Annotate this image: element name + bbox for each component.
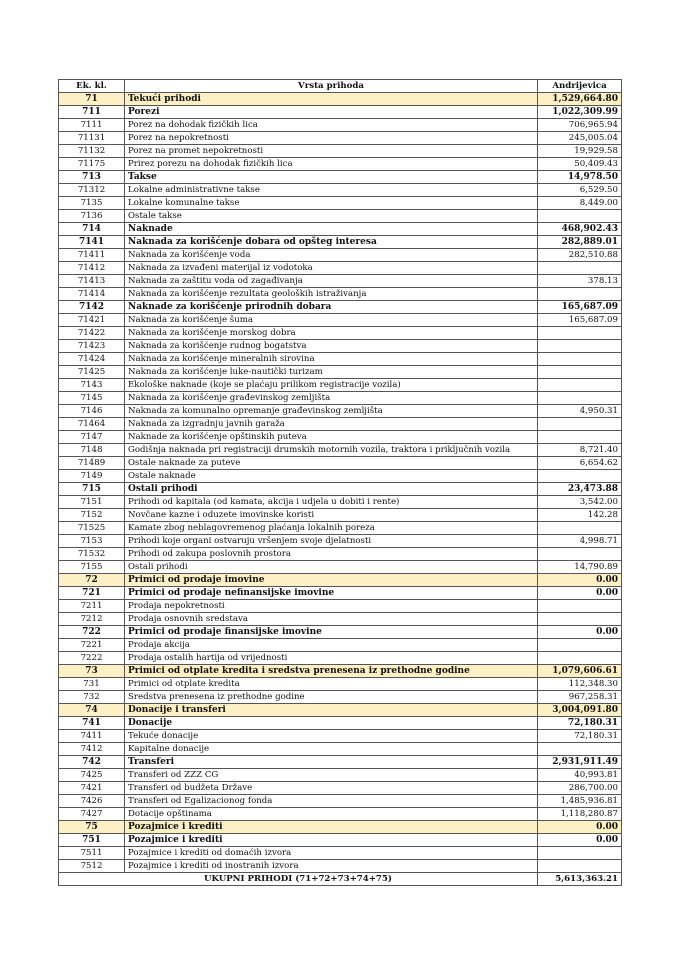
table-row	[59, 548, 622, 561]
table-row	[59, 795, 622, 808]
row-name: Naknada za izvađeni materijal iz vodotoka	[125, 262, 538, 275]
row-name: Transferi od Egalizacionog fonda	[125, 795, 538, 808]
row-amount	[538, 418, 622, 431]
table-row	[59, 171, 622, 184]
table-row	[59, 561, 622, 574]
row-code: 7222	[59, 652, 125, 665]
row-name: Naknada za korišćenje rudnog bogatstva	[125, 340, 538, 353]
row-amount: 165,687.09	[538, 301, 622, 314]
table-row	[59, 236, 622, 249]
table-row	[59, 600, 622, 613]
row-code: 71532	[59, 548, 125, 561]
row-amount: 0.00	[538, 574, 622, 587]
row-amount: 245,005.04	[538, 132, 622, 145]
table-row	[59, 509, 622, 522]
table-row	[59, 496, 622, 509]
table-row	[59, 717, 622, 730]
row-code: 71424	[59, 353, 125, 366]
row-amount	[538, 613, 622, 626]
row-amount: 112,348.30	[538, 678, 622, 691]
table-row	[59, 340, 622, 353]
row-amount: 8,449.00	[538, 197, 622, 210]
row-name: Prihodi od zakupa poslovnih prostora	[125, 548, 538, 561]
table-row	[59, 691, 622, 704]
row-amount: 282,510.88	[538, 249, 622, 262]
revenue-table-container	[58, 79, 621, 886]
table-row	[59, 288, 622, 301]
table-row	[59, 756, 622, 769]
row-name: Novčane kazne i oduzete imovinske koristi	[125, 509, 538, 522]
row-name: Naknada za korišćenje mineralnih sirovina	[125, 353, 538, 366]
table-row	[59, 275, 622, 288]
row-name: Prihodi koje organi ostvaruju vršenjem svoje djelatnosti	[125, 535, 538, 548]
row-name: Kapitalne donacije	[125, 743, 538, 756]
row-code: 721	[59, 587, 125, 600]
table-row	[59, 405, 622, 418]
row-amount: 286,700.00	[538, 782, 622, 795]
table-row	[59, 314, 622, 327]
table-row	[59, 418, 622, 431]
row-code: 71464	[59, 418, 125, 431]
row-code: 751	[59, 834, 125, 847]
row-name: Naknada za korišćenje dobara od opšteg interesa	[125, 236, 538, 249]
row-amount	[538, 431, 622, 444]
row-name: Primici od prodaje finansijske imovine	[125, 626, 538, 639]
row-amount: 706,965.94	[538, 119, 622, 132]
table-row	[59, 145, 622, 158]
table-row	[59, 197, 622, 210]
row-code: 7148	[59, 444, 125, 457]
row-code: 7426	[59, 795, 125, 808]
row-code: 7212	[59, 613, 125, 626]
row-name: Naknada za komunalno opremanje građevinskog zemljišta	[125, 405, 538, 418]
row-code: 7147	[59, 431, 125, 444]
row-name: Porezi	[125, 106, 538, 119]
row-code: 71525	[59, 522, 125, 535]
row-amount	[538, 353, 622, 366]
row-code: 71423	[59, 340, 125, 353]
row-code: 71131	[59, 132, 125, 145]
row-name: Naknade	[125, 223, 538, 236]
row-code: 7155	[59, 561, 125, 574]
row-amount	[538, 652, 622, 665]
row-name: Naknada za korišćenje rezultata geoloških istraživanja	[125, 288, 538, 301]
row-amount: 1,022,309.99	[538, 106, 622, 119]
row-amount: 967,258.31	[538, 691, 622, 704]
table-row	[59, 626, 622, 639]
table-row	[59, 158, 622, 171]
table-row	[59, 106, 622, 119]
total-label: UKUPNI PRIHODI (71+72+73+74+75)	[59, 873, 538, 886]
row-code: 74	[59, 704, 125, 717]
row-code: 71422	[59, 327, 125, 340]
row-code: 7211	[59, 600, 125, 613]
row-code: 7111	[59, 119, 125, 132]
row-code: 71312	[59, 184, 125, 197]
row-name: Pozajmice i krediti od inostranih izvora	[125, 860, 538, 873]
table-row	[59, 522, 622, 535]
row-code: 7149	[59, 470, 125, 483]
row-name: Ostali prihodi	[125, 561, 538, 574]
table-row	[59, 769, 622, 782]
total-row	[59, 873, 622, 886]
row-code: 741	[59, 717, 125, 730]
row-name: Naknade za korišćenje opštinskih puteva	[125, 431, 538, 444]
row-code: 731	[59, 678, 125, 691]
row-name: Transferi	[125, 756, 538, 769]
row-code: 71132	[59, 145, 125, 158]
row-amount	[538, 210, 622, 223]
table-row	[59, 301, 622, 314]
row-name: Ostale naknade za puteve	[125, 457, 538, 470]
row-name: Lokalne komunalne takse	[125, 197, 538, 210]
table-row	[59, 665, 622, 678]
table-row	[59, 808, 622, 821]
table-row	[59, 704, 622, 717]
row-name: Prirez porezu na dohodak fizičkih lica	[125, 158, 538, 171]
row-code: 7136	[59, 210, 125, 223]
table-row	[59, 249, 622, 262]
row-code: 7427	[59, 808, 125, 821]
row-name: Donacije	[125, 717, 538, 730]
row-code: 7411	[59, 730, 125, 743]
row-code: 7421	[59, 782, 125, 795]
row-name: Transferi od budžeta Države	[125, 782, 538, 795]
row-code: 7412	[59, 743, 125, 756]
table-body	[59, 93, 622, 873]
table-row	[59, 847, 622, 860]
table-row	[59, 834, 622, 847]
row-amount	[538, 522, 622, 535]
row-name: Naknada za korišćenje morskog dobra	[125, 327, 538, 340]
row-code: 7143	[59, 379, 125, 392]
row-name: Lokalne administrativne takse	[125, 184, 538, 197]
row-amount	[538, 639, 622, 652]
table-row	[59, 639, 622, 652]
table-row	[59, 587, 622, 600]
table-row	[59, 613, 622, 626]
row-name: Pozajmice i krediti od domaćih izvora	[125, 847, 538, 860]
total-amount: 5,613,363.21	[538, 873, 622, 886]
row-name: Prodaja akcija	[125, 639, 538, 652]
table-row	[59, 457, 622, 470]
row-amount: 3,542.00	[538, 496, 622, 509]
row-amount	[538, 262, 622, 275]
row-code: 715	[59, 483, 125, 496]
row-code: 732	[59, 691, 125, 704]
row-amount	[538, 366, 622, 379]
row-code: 71414	[59, 288, 125, 301]
table-row	[59, 444, 622, 457]
row-code: 71	[59, 93, 125, 106]
row-amount	[538, 470, 622, 483]
row-amount: 23,473.88	[538, 483, 622, 496]
row-name: Tekući prihodi	[125, 93, 538, 106]
row-name: Prodaja osnovnih sredstava	[125, 613, 538, 626]
row-name: Porez na dohodak fizičkih lica	[125, 119, 538, 132]
row-amount: 0.00	[538, 587, 622, 600]
row-amount: 1,485,936.81	[538, 795, 622, 808]
table-row	[59, 470, 622, 483]
table-row	[59, 782, 622, 795]
row-name: Kamate zbog neblagovremenog plaćanja lokalnih poreza	[125, 522, 538, 535]
row-amount: 4,998.71	[538, 535, 622, 548]
table-row	[59, 678, 622, 691]
table-row	[59, 743, 622, 756]
row-amount: 378.13	[538, 275, 622, 288]
row-code: 722	[59, 626, 125, 639]
header-revenue-type: Vrsta prihoda	[125, 80, 538, 93]
row-name: Naknada za zaštitu voda od zagađivanja	[125, 275, 538, 288]
table-row	[59, 184, 622, 197]
row-amount: 72,180.31	[538, 717, 622, 730]
row-name: Prodaja ostalih hartija od vrijednosti	[125, 652, 538, 665]
row-amount: 468,902.43	[538, 223, 622, 236]
row-amount	[538, 327, 622, 340]
row-code: 7151	[59, 496, 125, 509]
row-amount: 1,079,606.61	[538, 665, 622, 678]
row-amount: 50,409.43	[538, 158, 622, 171]
row-amount: 72,180.31	[538, 730, 622, 743]
table-row	[59, 353, 622, 366]
table-row	[59, 431, 622, 444]
table-row	[59, 132, 622, 145]
row-amount	[538, 288, 622, 301]
row-amount: 14,790.89	[538, 561, 622, 574]
table-row	[59, 821, 622, 834]
row-code: 742	[59, 756, 125, 769]
row-name: Porez na promet nepokretnosti	[125, 145, 538, 158]
row-code: 71412	[59, 262, 125, 275]
row-name: Naknada za korišćenje voda	[125, 249, 538, 262]
table-row	[59, 210, 622, 223]
row-amount: 1,529,664.80	[538, 93, 622, 106]
row-name: Takse	[125, 171, 538, 184]
row-amount: 165,687.09	[538, 314, 622, 327]
row-name: Pozajmice i krediti	[125, 834, 538, 847]
row-code: 714	[59, 223, 125, 236]
row-amount	[538, 847, 622, 860]
row-code: 73	[59, 665, 125, 678]
row-name: Naknada za korišćenje luke-nautički turizam	[125, 366, 538, 379]
table-row	[59, 223, 622, 236]
row-name: Godišnja naknada pri registraciji drumskih motornih vozila, traktora i priključnih vozila	[125, 444, 538, 457]
row-code: 7425	[59, 769, 125, 782]
row-name: Prihodi od kapitala (od kamata, akcija i udjela u dobiti i rente)	[125, 496, 538, 509]
table-row	[59, 392, 622, 405]
row-name: Naknade za korišćenje prirodnih dobara	[125, 301, 538, 314]
row-name: Primici od otplate kredita	[125, 678, 538, 691]
row-amount: 2,931,911.49	[538, 756, 622, 769]
row-code: 7135	[59, 197, 125, 210]
row-code: 71411	[59, 249, 125, 262]
row-name: Ostali prihodi	[125, 483, 538, 496]
row-name: Dotacije opštinama	[125, 808, 538, 821]
row-code: 7145	[59, 392, 125, 405]
row-amount	[538, 860, 622, 873]
row-amount: 0.00	[538, 821, 622, 834]
row-amount: 6,654.62	[538, 457, 622, 470]
row-name: Ekološke naknade (koje se plaćaju prilikom registracije vozila)	[125, 379, 538, 392]
row-amount	[538, 743, 622, 756]
row-code: 71413	[59, 275, 125, 288]
row-amount: 142.28	[538, 509, 622, 522]
row-name: Ostale naknade	[125, 470, 538, 483]
row-name: Primici od prodaje nefinansijske imovine	[125, 587, 538, 600]
row-name: Primici od prodaje imovine	[125, 574, 538, 587]
row-amount: 6,529.50	[538, 184, 622, 197]
row-name: Naknada za korišćenje građevinskog zemljišta	[125, 392, 538, 405]
table-row	[59, 860, 622, 873]
row-code: 75	[59, 821, 125, 834]
row-name: Tekuće donacije	[125, 730, 538, 743]
row-amount	[538, 340, 622, 353]
row-name: Pozajmice i krediti	[125, 821, 538, 834]
row-amount	[538, 392, 622, 405]
row-amount: 19,929.58	[538, 145, 622, 158]
table-row	[59, 535, 622, 548]
row-amount: 1,118,280.87	[538, 808, 622, 821]
table-row	[59, 652, 622, 665]
table-row	[59, 119, 622, 132]
row-name: Naknada za izgradnju javnih garaža	[125, 418, 538, 431]
row-code: 7512	[59, 860, 125, 873]
row-amount	[538, 600, 622, 613]
row-amount: 282,889.01	[538, 236, 622, 249]
row-name: Naknada za korišćenje šuma	[125, 314, 538, 327]
row-name: Donacije i transferi	[125, 704, 538, 717]
row-amount: 0.00	[538, 834, 622, 847]
row-code: 71425	[59, 366, 125, 379]
table-row	[59, 327, 622, 340]
header-code: Ek. kl.	[59, 80, 125, 93]
row-code: 7153	[59, 535, 125, 548]
row-amount	[538, 379, 622, 392]
row-code: 71175	[59, 158, 125, 171]
row-amount	[538, 548, 622, 561]
row-name: Transferi od ZZZ CG	[125, 769, 538, 782]
row-amount: 8,721.40	[538, 444, 622, 457]
row-name: Ostale takse	[125, 210, 538, 223]
table-row	[59, 262, 622, 275]
row-amount: 14,978.50	[538, 171, 622, 184]
row-code: 71489	[59, 457, 125, 470]
row-name: Primici od otplate kredita i sredstva prenesena iz prethodne godine	[125, 665, 538, 678]
row-code: 7142	[59, 301, 125, 314]
row-code: 7221	[59, 639, 125, 652]
table-header-row	[59, 80, 622, 93]
header-municipality: Andrijevica	[538, 80, 622, 93]
row-code: 7141	[59, 236, 125, 249]
revenue-table	[58, 79, 622, 886]
row-amount: 40,993.81	[538, 769, 622, 782]
row-code: 72	[59, 574, 125, 587]
row-amount: 0.00	[538, 626, 622, 639]
row-code: 7511	[59, 847, 125, 860]
table-row	[59, 379, 622, 392]
row-amount: 3,004,091.80	[538, 704, 622, 717]
row-code: 7146	[59, 405, 125, 418]
row-name: Prodaja nepokretnosti	[125, 600, 538, 613]
row-amount: 4,950.31	[538, 405, 622, 418]
table-row	[59, 93, 622, 106]
row-name: Porez na nepokretnosti	[125, 132, 538, 145]
row-code: 711	[59, 106, 125, 119]
row-code: 713	[59, 171, 125, 184]
row-name: Sredstva prenesena iz prethodne godine	[125, 691, 538, 704]
row-code: 7152	[59, 509, 125, 522]
table-row	[59, 366, 622, 379]
table-row	[59, 483, 622, 496]
table-row	[59, 574, 622, 587]
row-code: 71421	[59, 314, 125, 327]
table-row	[59, 730, 622, 743]
